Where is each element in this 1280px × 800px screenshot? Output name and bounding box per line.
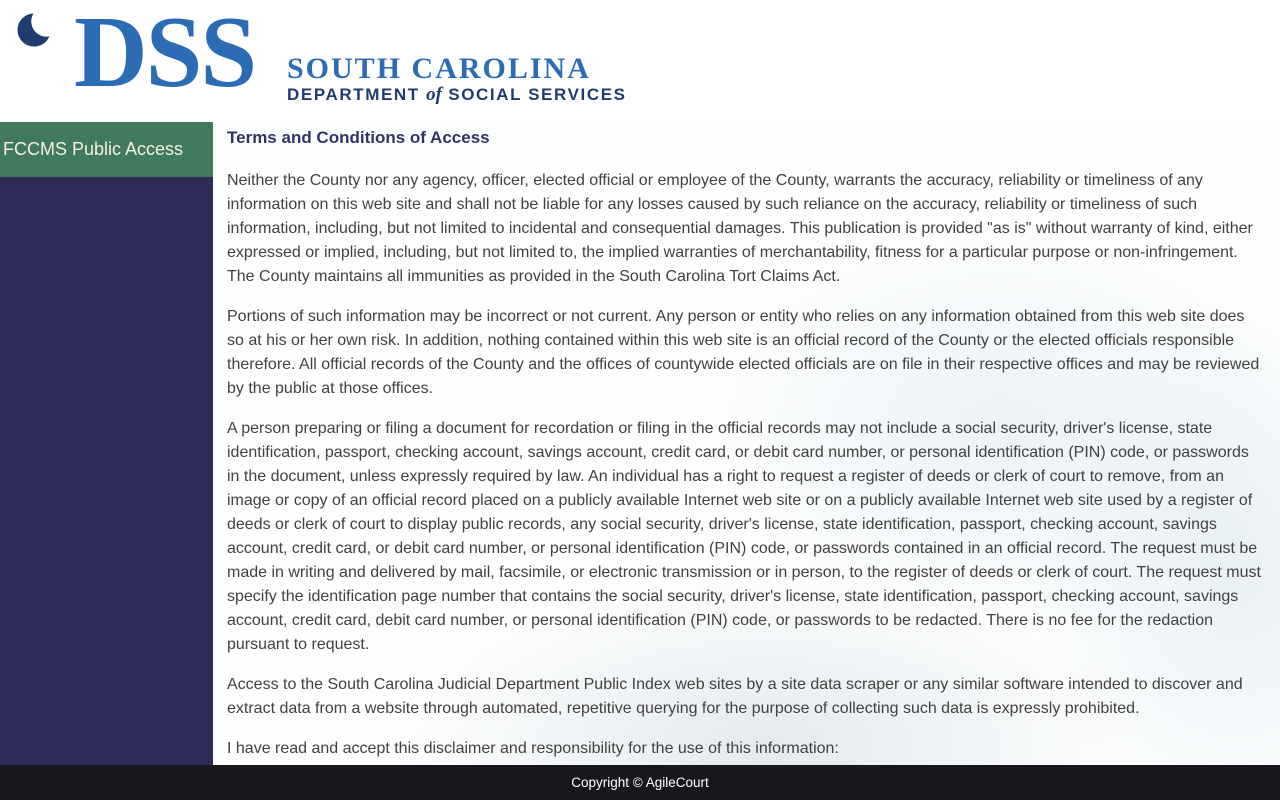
terms-paragraph-4: Access to the South Carolina Judicial Department Public Index web sites by a site data scraper or any similar software intended to discover and extract data from a website through automated, repetitive querying for the purpose of collecting such data is expressly prohibited.: [227, 676, 1243, 717]
main-content: [213, 122, 1280, 765]
accept-disclaimer-statement: I have read and accept this disclaimer and responsibility for the use of this information:: [227, 740, 839, 757]
logo-wordmark: [287, 53, 627, 105]
content-row: [0, 122, 1280, 765]
sidebar-item-label: FCCMS Public Access: [3, 139, 184, 159]
logo-dept-post: SOCIAL SERVICES: [441, 85, 627, 104]
crescent-moon-icon: [17, 9, 55, 49]
terms-paragraph-2: Portions of such information may be incorrect or not current. Any person or entity who relies on any information obtained from this web site does so at his or her own risk. In addition, nothing contained within this web site is an official record of the County or the elected officials responsible therefore. All official records of the County and the offices of countywide elected officials are on file in their respective offices and may be reviewed by the public at those offices.: [227, 308, 1260, 397]
sidebar-item-fccms-public-access[interactable]: [0, 122, 213, 177]
page-title: Terms and Conditions of Access: [227, 128, 490, 147]
copyright-text: Copyright © AgileCourt: [571, 775, 709, 790]
logo-dept-line: [287, 85, 627, 105]
logo-dept-of: of: [426, 84, 442, 105]
logo-state-line: SOUTH CAROLINA: [287, 52, 591, 85]
terms-paragraph-3: A person preparing or filing a document for recordation or filing in the official records may not include a social security, driver's license, state identification, passport, checking account, savings account, credit card, or debit card number, or personal identification (PIN) code, or passwords in the document, unless expressly required by law. An individual has a right to request a register of deeds or clerk of court to remove, from an image or copy of an official record placed on a publicly available Internet web site or on a publicly available Internet web site used by a register of deeds or clerk of court to display public records, any social security, driver's license, state identification, passport, checking account, savings account, credit card, or debit card number, or personal identification (PIN) code, or passwords contained in an official record. The request must be made in writing and delivered by mail, facsimile, or electronic transmission or in person, to the register of deeds or clerk of court. The request must specify the identification page number that contains the social security, driver's license, state identification, passport, checking account, savings account, credit card, debit card number, or personal identification (PIN) code, or passwords to be redacted. There is no fee for the redaction pursuant to request.: [227, 420, 1261, 653]
app-header: [0, 0, 1280, 122]
dss-logo-text: DSS: [74, 0, 256, 109]
logo-dept-pre: DEPARTMENT: [287, 85, 427, 104]
app-footer: [0, 765, 1280, 800]
sidebar: [0, 122, 213, 765]
terms-paragraph-1: Neither the County nor any agency, officer, elected official or employee of the County, warrants the accuracy, reliability or timeliness of any information on this web site and shall not be liable for any losses caused by such reliance on the accuracy, reliability or timeliness of such information, including, but not limited to incidental and consequential damages. This publication is provided "as is" without warranty of kind, either expressed or implied, including, but not limited to, the implied warranties of merchantability, fitness for a particular purpose or non-infringement. The County maintains all immunities as provided in the South Carolina Tort Claims Act.: [227, 172, 1253, 285]
